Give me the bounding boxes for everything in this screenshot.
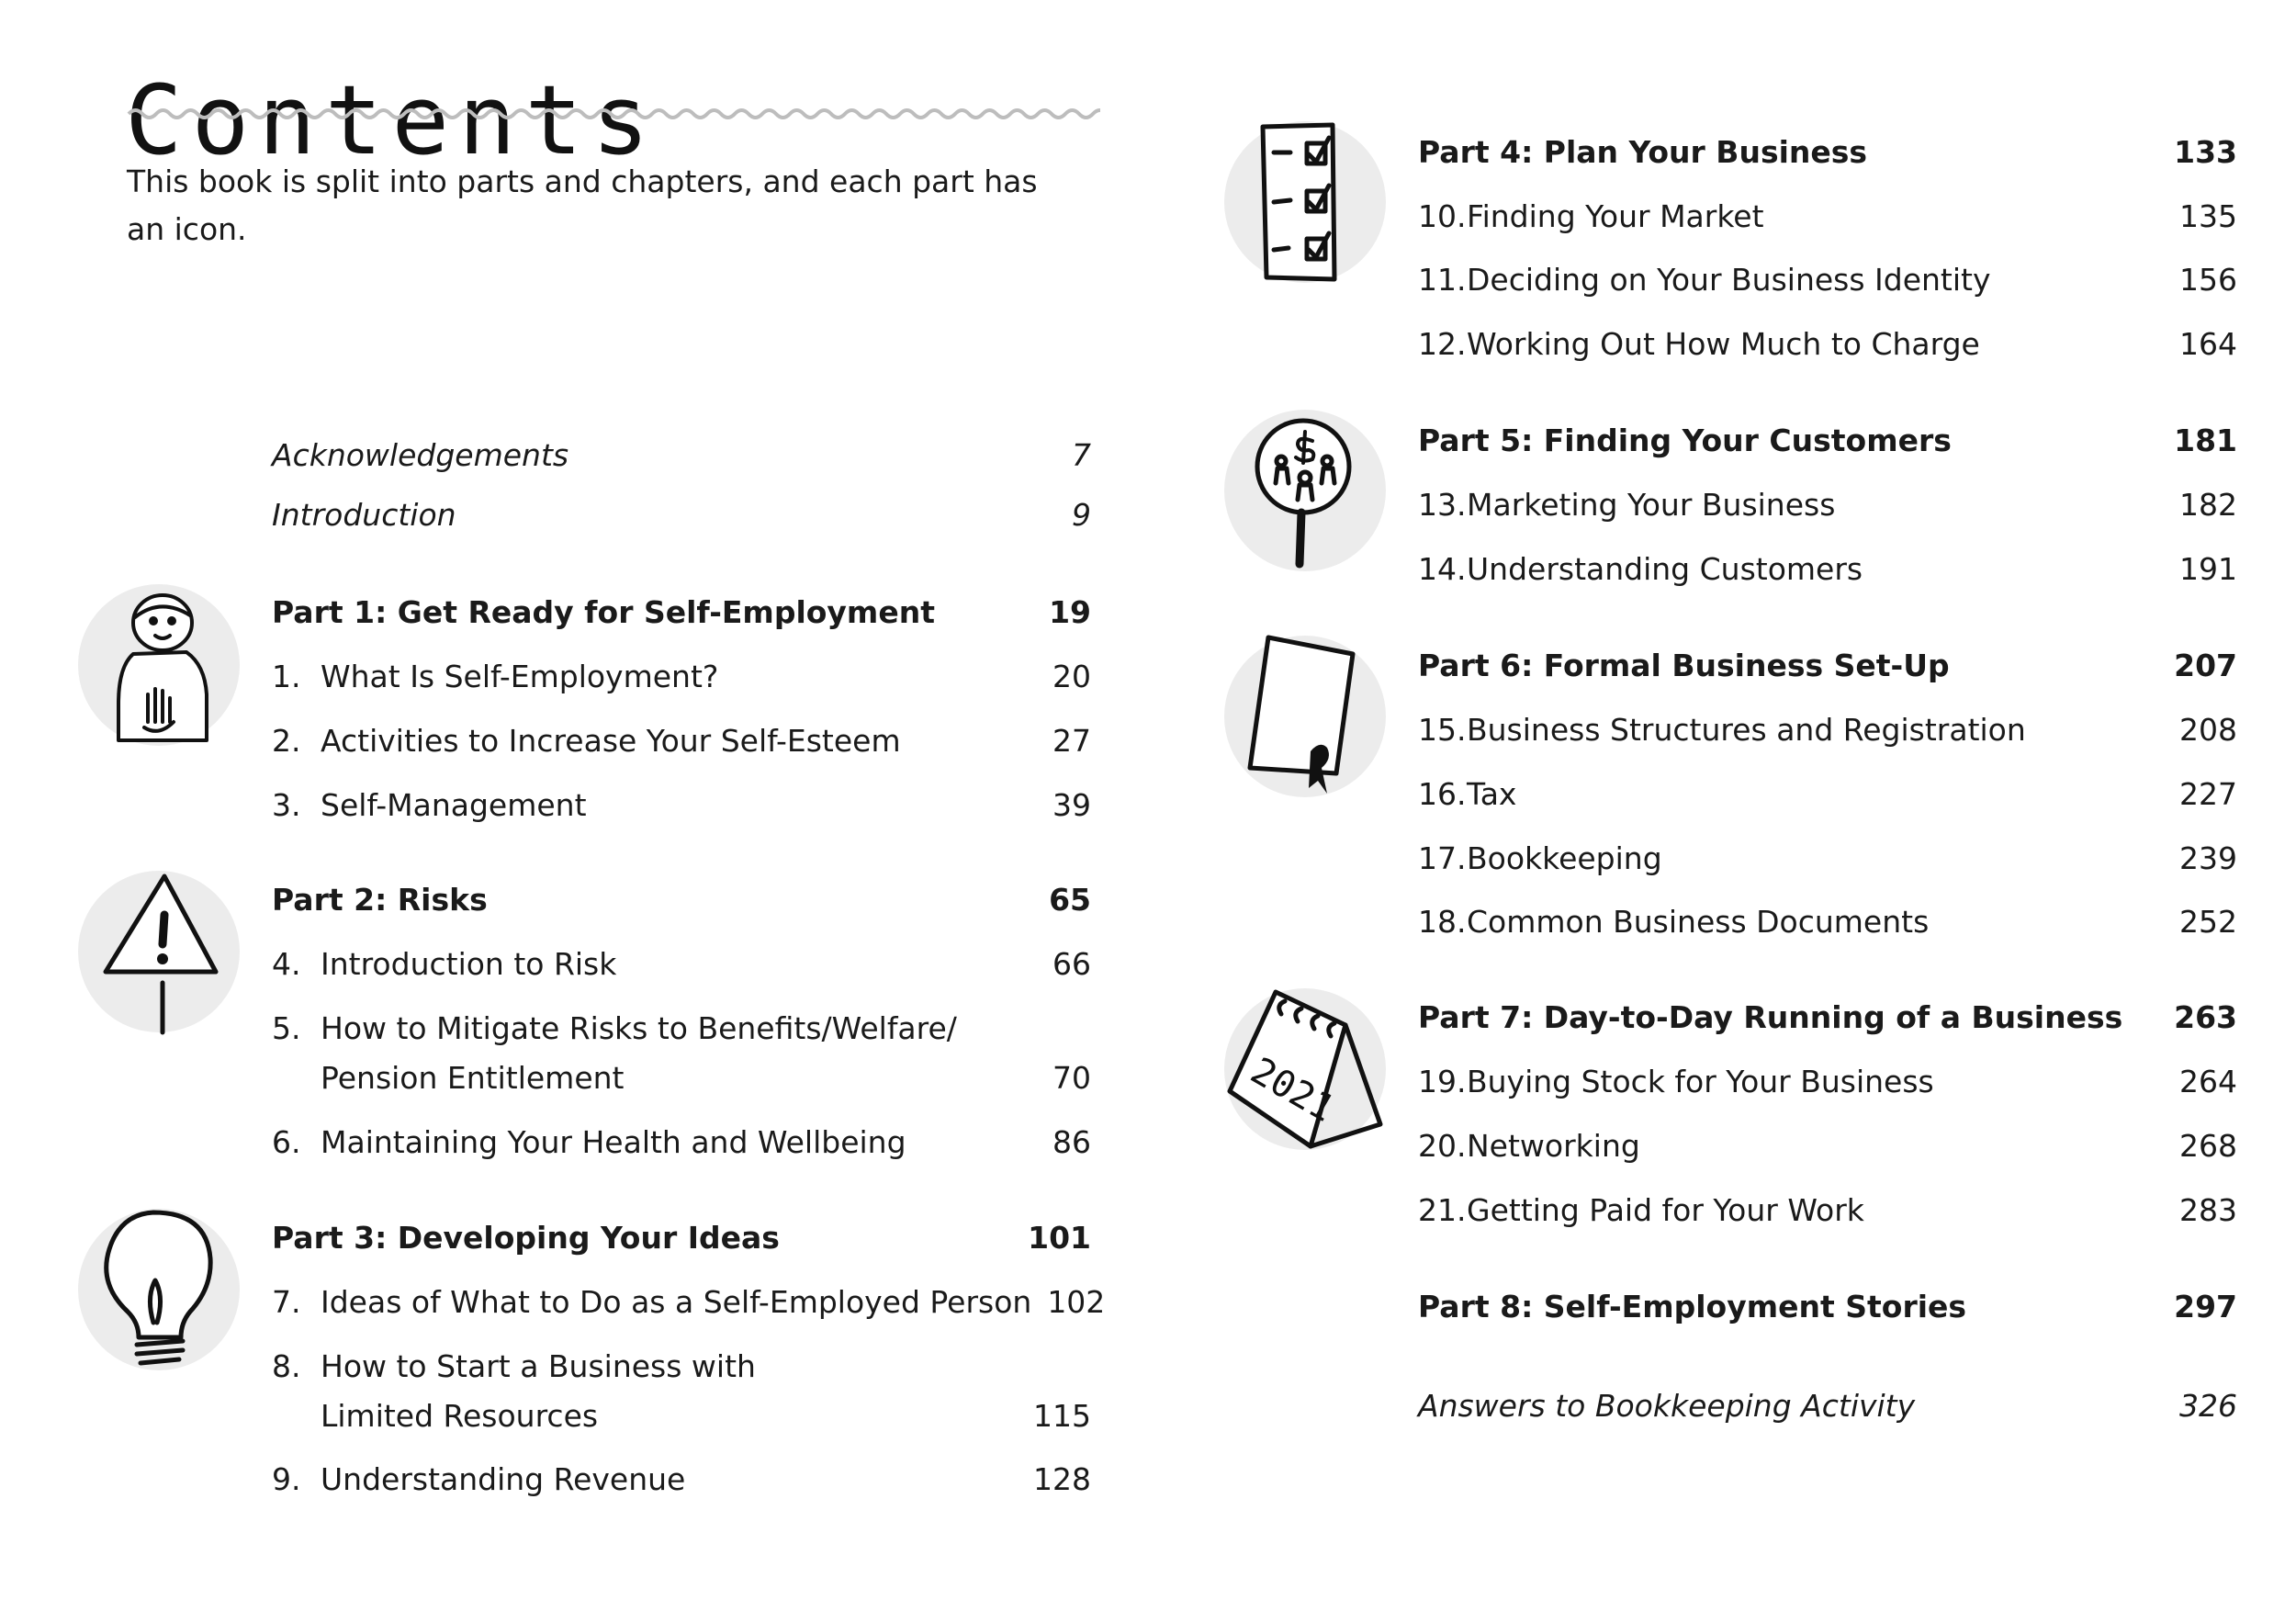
toc-page: 101 (1028, 1219, 1091, 1256)
chapter-number: 19. (1418, 1063, 1467, 1099)
wavy-underline (127, 105, 1100, 123)
lightbulb-icon (78, 1209, 240, 1370)
toc-row-acknowledgements[interactable] (272, 432, 1091, 478)
toc-label: Deciding on Your Business Identity (1467, 261, 1991, 298)
toc-label: Introduction (272, 496, 456, 533)
toc-label: Introduction to Risk (321, 945, 617, 982)
chapter-number: 6. (272, 1123, 301, 1160)
toc-page: 252 (2179, 903, 2237, 940)
sealed-document-icon (1224, 636, 1386, 797)
toc-row-part-8[interactable] (1418, 1283, 2237, 1329)
toc-page: 70 (1052, 1059, 1091, 1096)
chapter-number: 10. (1418, 197, 1467, 234)
chapter-number: 20. (1418, 1127, 1467, 1164)
toc-row-chapter-14[interactable] (1418, 546, 2237, 592)
toc-page: 102 (1047, 1283, 1106, 1320)
toc-row-part-7[interactable] (1418, 994, 2237, 1040)
magnifying-glass-icon (1224, 410, 1386, 571)
toc-row-chapter-5-cont[interactable] (272, 1054, 1091, 1100)
toc-row-chapter-20[interactable] (1418, 1122, 2237, 1168)
toc-page: 182 (2179, 486, 2237, 523)
toc-page: 207 (2174, 647, 2237, 683)
chapter-number: 2. (272, 722, 301, 759)
chapter-number: 5. (272, 1009, 301, 1046)
chapter-number: 15. (1418, 711, 1467, 748)
toc-page: 65 (1049, 881, 1091, 918)
toc-page: 156 (2179, 261, 2237, 298)
toc-label: What Is Self-Employment? (321, 658, 719, 694)
waving-person-icon (78, 584, 240, 746)
toc-page: 115 (1033, 1397, 1091, 1434)
toc-label: Pension Entitlement (321, 1059, 625, 1096)
toc-label: Common Business Documents (1467, 903, 1930, 940)
toc-page: 181 (2174, 422, 2237, 458)
toc-page: 86 (1052, 1123, 1091, 1160)
toc-row-chapter-8-cont[interactable] (272, 1392, 1091, 1438)
toc-page: 128 (1033, 1460, 1091, 1497)
toc-row-chapter-15[interactable] (1418, 706, 2237, 752)
part-7-icon (1224, 988, 1386, 1150)
toc-page: 9 (1072, 496, 1091, 533)
chapter-number: 18. (1418, 903, 1467, 940)
toc-label: Self-Management (321, 786, 587, 823)
toc-row-chapter-21[interactable] (1418, 1187, 2237, 1233)
toc-page: 268 (2179, 1127, 2237, 1164)
toc-label: Part 6: Formal Business Set-Up (1418, 647, 1950, 683)
chapter-number: 14. (1418, 550, 1467, 587)
toc-row-part-1[interactable] (272, 589, 1091, 635)
toc-page: 164 (2179, 325, 2237, 362)
toc-label: Answers to Bookkeeping Activity (1418, 1387, 1916, 1424)
toc-row-chapter-6[interactable] (272, 1119, 1091, 1165)
part-4-icon (1224, 121, 1386, 283)
part-1-icon (78, 584, 240, 746)
toc-label: Bookkeeping (1467, 840, 1662, 876)
toc-row-chapter-9[interactable] (272, 1456, 1091, 1502)
toc-row-part-6[interactable] (1418, 642, 2237, 688)
toc-label: Acknowledgements (272, 436, 569, 473)
toc-label: Part 2: Risks (272, 881, 488, 918)
toc-label: Part 7: Day-to-Day Running of a Business (1418, 998, 2123, 1035)
toc-label: Understanding Revenue (321, 1460, 686, 1497)
checklist-icon (1224, 121, 1386, 283)
chapter-number: 21. (1418, 1191, 1467, 1228)
chapter-number: 17. (1418, 840, 1467, 876)
toc-page: 208 (2179, 711, 2237, 748)
toc-row-chapter-8[interactable] (272, 1343, 1091, 1389)
toc-row-chapter-11[interactable] (1418, 256, 2237, 302)
toc-page: 283 (2179, 1191, 2237, 1228)
toc-page: 19 (1049, 593, 1091, 630)
toc-label: Activities to Increase Your Self-Esteem (321, 722, 901, 759)
toc-page: 27 (1052, 722, 1091, 759)
toc-row-chapter-4[interactable] (272, 941, 1091, 986)
toc-label: Part 5: Finding Your Customers (1418, 422, 1952, 458)
toc-page: 66 (1052, 945, 1091, 982)
toc-row-chapter-12[interactable] (1418, 321, 2237, 366)
toc-page: 326 (2179, 1387, 2237, 1424)
chapter-number: 11. (1418, 261, 1467, 298)
toc-row-chapter-3[interactable] (272, 782, 1091, 828)
part-5-icon (1224, 410, 1386, 571)
chapter-number: 7. (272, 1283, 301, 1320)
toc-label: Part 1: Get Ready for Self-Employment (272, 593, 935, 630)
chapter-number: 12. (1418, 325, 1467, 362)
toc-label: Understanding Customers (1467, 550, 1863, 587)
toc-label: Finding Your Market (1467, 197, 1764, 234)
toc-page: 7 (1072, 436, 1091, 473)
toc-row-chapter-17[interactable] (1418, 835, 2237, 881)
toc-page: 297 (2174, 1288, 2237, 1324)
toc-row-introduction[interactable] (272, 491, 1091, 537)
toc-label: Maintaining Your Health and Wellbeing (321, 1123, 906, 1160)
toc-label: How to Mitigate Risks to Benefits/Welfare/ (321, 1009, 957, 1046)
toc-row-part-2[interactable] (272, 876, 1091, 922)
toc-page: 264 (2179, 1063, 2237, 1099)
toc-row-part-3[interactable] (272, 1214, 1091, 1260)
page-title: Contents (125, 63, 658, 176)
toc-page: 39 (1052, 786, 1091, 823)
toc-row-chapter-18[interactable] (1418, 898, 2237, 944)
toc-row-chapter-16[interactable] (1418, 771, 2237, 817)
toc-page: 135 (2179, 197, 2237, 234)
toc-label: Part 8: Self-Employment Stories (1418, 1288, 1967, 1324)
desk-calendar-icon (1224, 988, 1386, 1150)
toc-label: Business Structures and Registration (1467, 711, 2026, 748)
toc-page: 20 (1052, 658, 1091, 694)
toc-row-chapter-2[interactable] (272, 717, 1091, 763)
toc-page: 191 (2179, 550, 2237, 587)
toc-label: Ideas of What to Do as a Self-Employed Person (321, 1283, 1032, 1320)
chapter-number: 1. (272, 658, 301, 694)
chapter-number: 9. (272, 1460, 301, 1497)
part-3-icon (78, 1209, 240, 1370)
toc-label: Marketing Your Business (1467, 486, 1836, 523)
toc-row-chapter-7[interactable] (272, 1279, 1106, 1324)
chapter-number: 4. (272, 945, 301, 982)
warning-sign-icon (78, 871, 240, 1032)
toc-label: Tax (1467, 775, 1517, 812)
toc-label: Buying Stock for Your Business (1467, 1063, 1934, 1099)
calendar-year: 2021 (1244, 1049, 1342, 1131)
toc-label: Part 4: Plan Your Business (1418, 133, 1868, 170)
toc-row-chapter-13[interactable] (1418, 481, 2237, 527)
toc-label: Networking (1467, 1127, 1640, 1164)
toc-row-chapter-5[interactable] (272, 1005, 1091, 1051)
toc-row-chapter-10[interactable] (1418, 193, 2237, 239)
toc-page: 227 (2179, 775, 2237, 812)
toc-row-chapter-1[interactable] (272, 653, 1091, 699)
toc-row-part-5[interactable] (1418, 417, 2237, 463)
toc-label: Limited Resources (321, 1397, 599, 1434)
toc-label: Working Out How Much to Charge (1467, 325, 1980, 362)
chapter-number: 13. (1418, 486, 1467, 523)
part-2-icon (78, 871, 240, 1032)
toc-label: How to Start a Business with (321, 1347, 756, 1384)
part-6-icon (1224, 636, 1386, 797)
toc-row-answers[interactable] (1418, 1382, 2237, 1428)
toc-page: 133 (2174, 133, 2237, 170)
chapter-number: 3. (272, 786, 301, 823)
toc-label: Part 3: Developing Your Ideas (272, 1219, 780, 1256)
intro-text: This book is split into parts and chapters, and each part has an icon. (127, 163, 1038, 247)
toc-row-part-4[interactable] (1418, 129, 2237, 175)
toc-page: 263 (2174, 998, 2237, 1035)
toc-label: Getting Paid for Your Work (1467, 1191, 1864, 1228)
chapter-number: 16. (1418, 775, 1467, 812)
chapter-number: 8. (272, 1347, 301, 1384)
toc-row-chapter-19[interactable] (1418, 1058, 2237, 1104)
toc-page: 239 (2179, 840, 2237, 876)
